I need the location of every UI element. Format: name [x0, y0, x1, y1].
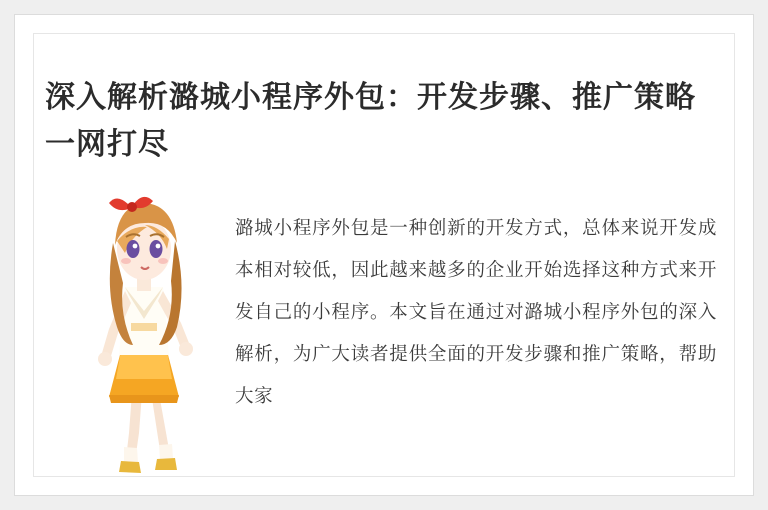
- article-card: [14, 14, 754, 496]
- page-title: 深入解析潞城小程序外包：开发步骤、推广策略一网打尽: [45, 80, 696, 162]
- anime-girl-character-illustration: [69, 183, 219, 483]
- article-body: [45, 175, 723, 469]
- article-paragraph: 潞城小程序外包是一种创新的开发方式，总体来说开发成本相对较低，因此越来越多的企业开始选择这种方式来开发自己的小程序。本文旨在通过对潞城小程序外包的深入解析，为广大读者提供全面的开发步骤和推广策略，帮助大家: [235, 217, 717, 408]
